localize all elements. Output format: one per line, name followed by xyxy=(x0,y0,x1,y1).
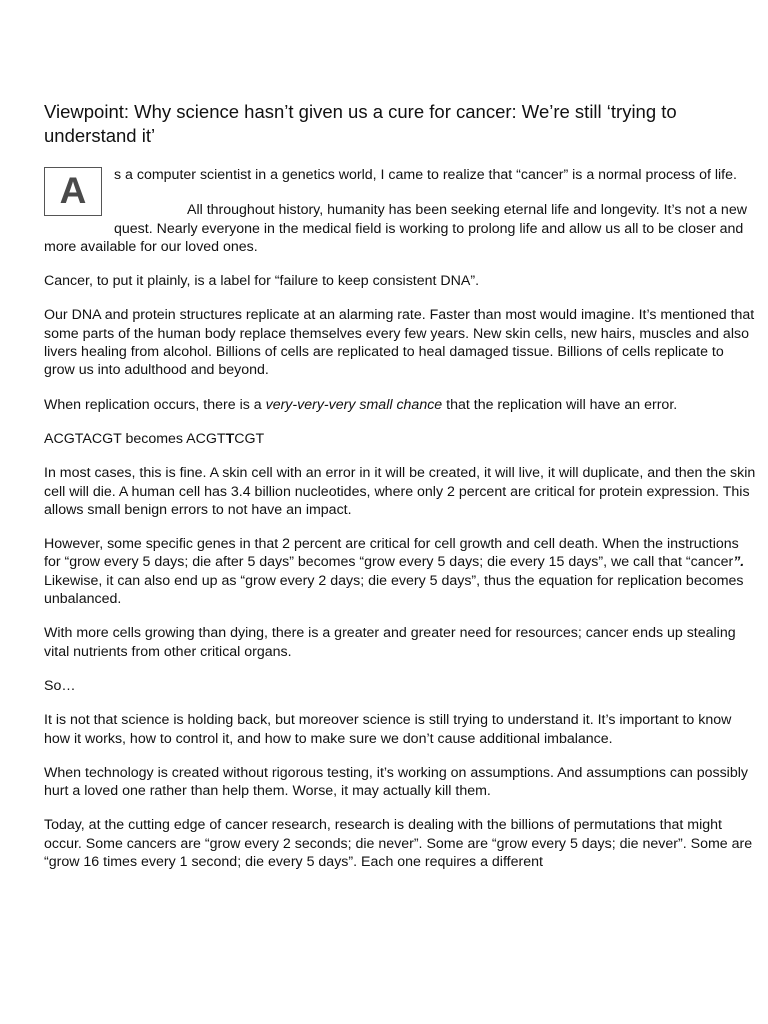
article-body xyxy=(44,165,756,871)
drop-cap: A xyxy=(44,167,102,216)
paragraph-dna: Our DNA and protein structures replicate at an alarming rate. Faster than most would imagine. It’s mentioned that some parts of the human body replace themselves every few years. New skin cells, new hairs, muscles and also livers healing from alcohol. Billions of cells are replicated to heal damaged tissue. Billions of cells replicate to grow us into adulthood and beyond. xyxy=(44,307,755,379)
paragraph-testing: When technology is created without rigorous testing, it’s working on assumptions. And assumptions can possibly hurt a loved one rather than help them. Worse, it may actually kill them. xyxy=(44,764,748,800)
article-title: Viewpoint: Why science hasn’t given us a cure for cancer: We’re still ‘trying to understand it’ xyxy=(44,101,677,146)
lead-section xyxy=(44,165,756,256)
paragraph-most-cases: In most cases, this is fine. A skin cell with an error in it will be created, it will live, it will duplicate, and then the skin cell will die. A human cell has 3.4 billion nucleotides, where only 2 percent are critical for protein expression. This allows small benign errors to not have an impact. xyxy=(44,465,756,518)
paragraph-holding-back: It is not that science is holding back, but moreover science is still trying to understand it. It’s important to know how it works, how to control it, and how to make sure we don’t cause additional imbalance. xyxy=(44,712,732,747)
sequence-before: ACGTACGT becomes ACGT xyxy=(44,430,226,447)
article xyxy=(44,100,756,871)
paragraph-today: Today, at the cutting edge of cancer research, research is dealing with the billions of permutations that might occur. Some cancers are “grow every 2 seconds; die never”. Some are “grow every 5 days; die never”. Some are “grow 16 times every 1 second; die every 5 days”. Each one requires a different xyxy=(44,817,753,871)
sequence-after: CGT xyxy=(234,430,265,447)
paragraph-replication xyxy=(44,396,756,414)
replication-text-after: that the replication will have an error. xyxy=(442,396,678,413)
sequence-changed-base: T xyxy=(225,430,235,447)
paragraph-sequence xyxy=(44,430,756,448)
lead-paragraph: s a computer scientist in a genetics world, I came to realize that “cancer” is a normal process of life. xyxy=(114,167,737,183)
paragraph-label: Cancer, to put it plainly, is a label for “failure to keep consistent DNA”. xyxy=(44,273,480,290)
replication-emphasis: very-very-very small chance xyxy=(265,396,443,413)
paragraph-however xyxy=(44,535,756,608)
however-mark: ”. xyxy=(733,554,745,571)
paragraph-so: So… xyxy=(44,677,76,694)
paragraph-history: All throughout history, humanity has been seeking eternal life and longevity. It’s not a new quest. Nearly everyone in the medical field is working to prolong life and allow us all to be closer and more available for our loved ones. xyxy=(44,202,747,255)
however-text-before: However, some specific genes in that 2 percent are critical for cell growth and cell death. When the instructions for “grow every 5 days; die after 5 days” becomes “grow every 5 days; die every 15 days”, we call that “cancer xyxy=(44,536,739,571)
paragraph-resources: With more cells growing than dying, there is a greater and greater need for resources; cancer ends up stealing vital nutrients from other critical organs. xyxy=(44,625,736,660)
replication-text-before: When replication occurs, there is a xyxy=(44,396,266,413)
however-text-after: Likewise, it can also end up as “grow every 2 days; die every 5 days”, thus the equation for replication becomes unbalanced. xyxy=(44,572,744,608)
